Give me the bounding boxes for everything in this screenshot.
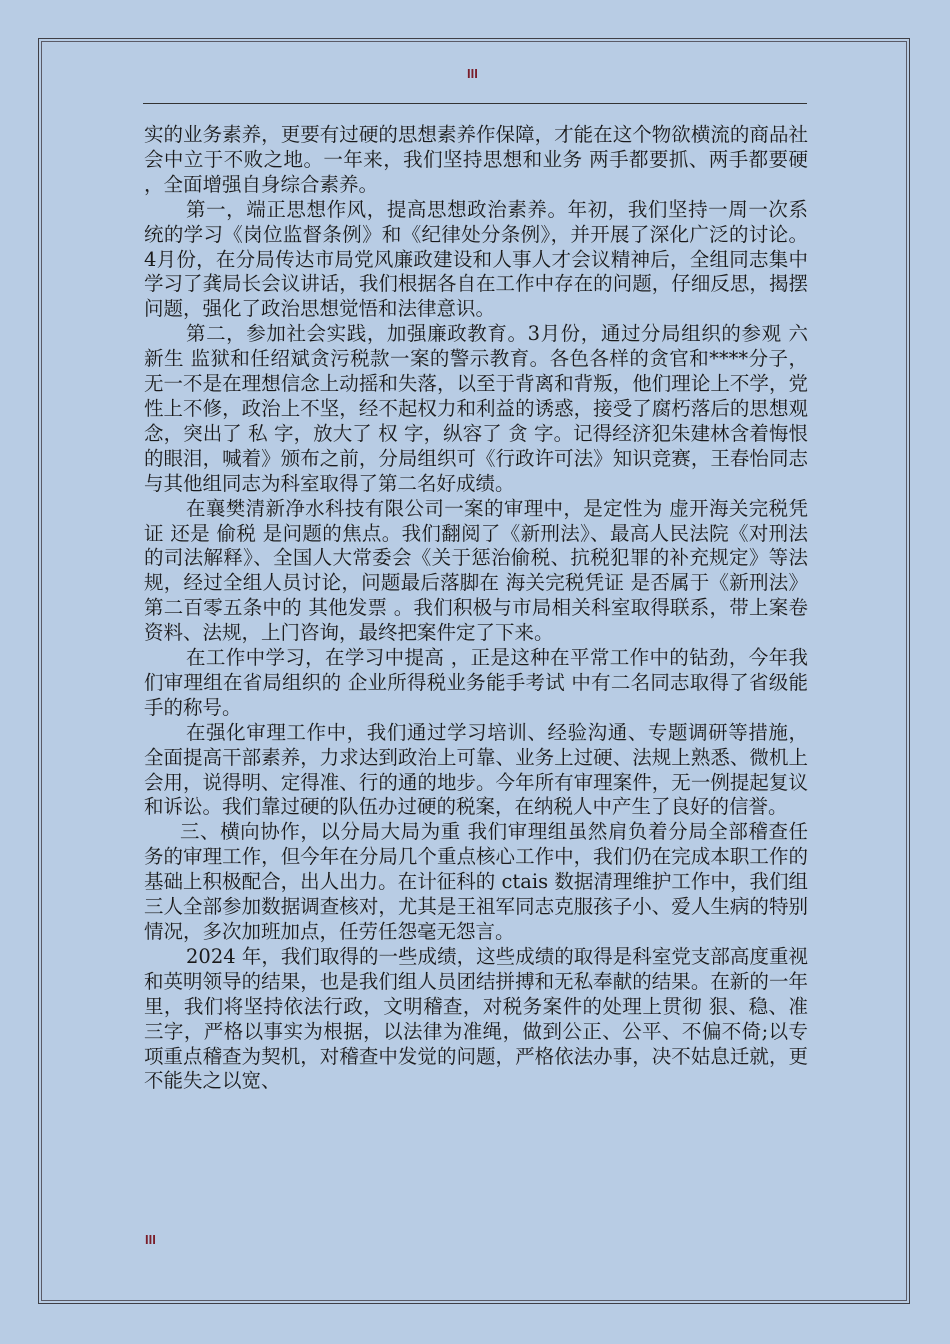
header-divider [143, 103, 807, 104]
paragraph-continuation: 实的业务素养，更要有过硬的思想素养作保障，才能在这个物欲横流的商品社会中立于不败之地。一年来，我们坚持思想和业务 两手都要抓、两手都要硬 ，全面增强自身综合素养。 [144, 123, 808, 196]
paragraph-first-point: 第一，端正思想作风，提高思想政治素养。年初，我们坚持一周一次系统的学习《岗位监督条例》和《纪律处分条例》，并开展了深化广泛的讨论。4月份，在分局传达市局党风廉政建设和人事人才会议精神后，全组同志集中学习了龚局长会议讲话，我们根据各自在工作中存在的问题，仔细反思，揭摆问题，强化了政治思想觉悟和法律意识。 [144, 197, 808, 321]
paragraph-learning: 在工作中学习，在学习中提高 ，正是这种在平常工作中的钻劲，今年我们审理组在省局组织的 企业所得税业务能手考试 中有二名同志取得了省级能手的称号。 [144, 646, 808, 719]
document-body [144, 123, 808, 1094]
paragraph-second-point: 第二，参加社会实践，加强廉政教育。3月份，通过分局组织的参观 六新生 监狱和任绍斌贪污税款一案的警示教育。各色各样的贪官和****分子，无一不是在理想信念上动摇和失落，以至于背离和背叛，他们理论上不学，党性上不修，政治上不坚，经不起权力和利益的诱惑，接受了腐朽落后的思想观念，突出了 私 字，放大了 权 字，纵容了 贪 字。记得经济犯朱建林含着悔恨的眼泪，喊着》颁布之前，分局组织可《行政许可法》知识竞赛，王春怡同志与其他组同志为科室取得了第二名好成绩。 [144, 322, 808, 495]
header-mark: III [467, 66, 478, 81]
paragraph-case-review: 在襄樊清新净水科技有限公司一案的审理中，是定性为 虚开海关完税凭证 还是 偷税 是问题的焦点。我们翻阅了《新刑法》、最高人民法院《对刑法的司法解释》、全国人大常委会《关于惩治偷税、抗税犯罪的补充规定》等法规，经过全组人员讨论，问题最后落脚在 海关完税凭证 是否属于《新刑法》第二百零五条中的 其他发票 。我们积极与市局相关科室取得联系，带上案卷资料、法规，上门咨询，最终把案件定了下来。 [144, 496, 808, 645]
paragraph-third-point: 三、横向协作，以分局大局为重 我们审理组虽然肩负着分局全部稽查任务的审理工作，但今年在分局几个重点核心工作中，我们仍在完成本职工作的基础上积极配合，出人出力。在计征科的 ctais 数据清理维护工作中，我们组三人全部参加数据调查核对，尤其是王祖军同志克服孩子小、爱人生病的特别情况，多次加班加点，任劳任怨毫无怨言。 [144, 820, 808, 943]
paragraph-conclusion: 2024 年，我们取得的一些成绩，这些成绩的取得是科室党支部高度重视和英明领导的结果，也是我们组人员团结拼搏和无私奉献的结果。在新的一年里，我们将坚持依法行政，文明稽查，对税务案件的处理上贯彻 狠、稳、准 三字，严格以事实为根据，以法律为准绳，做到公正、公平、不偏不倚;以专项重点稽查为契机，对稽查中发觉的问题，严格依法办事，决不姑息迁就，更不能失之以宽、 [144, 944, 808, 1093]
paragraph-review-work: 在强化审理工作中，我们通过学习培训、经验沟通、专题调研等措施，全面提高干部素养，力求达到政治上可靠、业务上过硬、法规上熟悉、微机上会用，说得明、定得准、行的通的地步。今年所有审理案件，无一例提起复议和诉讼。我们靠过硬的队伍办过硬的税案，在纳税人中产生了良好的信誉。 [144, 720, 808, 819]
footer-mark: III [145, 1232, 156, 1247]
